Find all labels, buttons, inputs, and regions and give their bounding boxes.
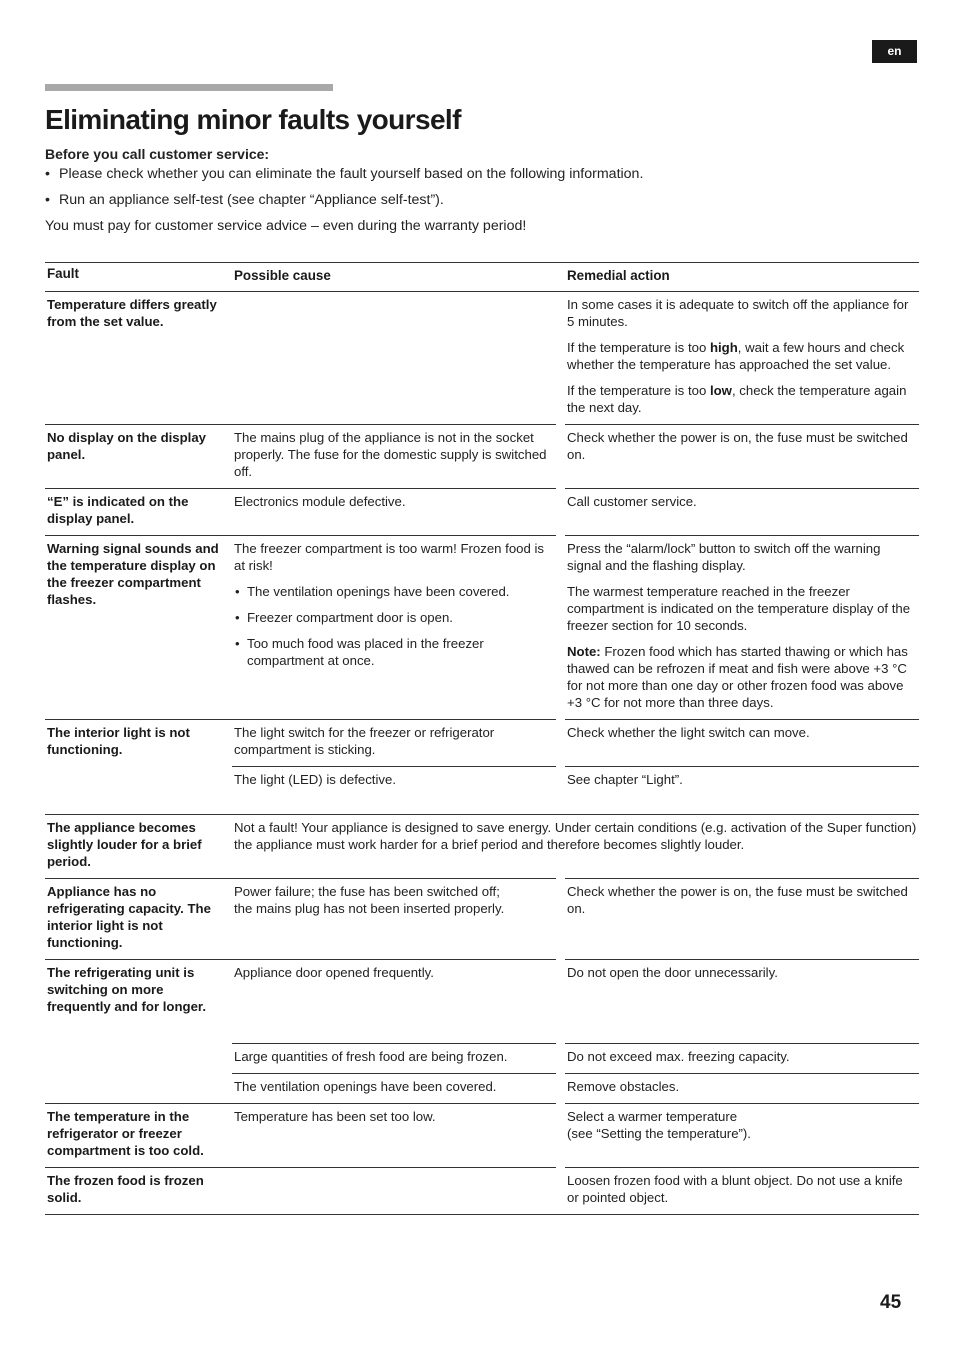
remedy-cell: Check whether the power is on, the fuse must be switched on. [565,425,919,489]
fault-cell: The frozen food is frozen solid. [45,1168,223,1215]
note-cell: Not a fault! Your appliance is designed to save energy. Under certain conditions (e.g. activation of the Super function) the appliance must work harder for a brief period and therefore becomes slightly louder. [232,815,919,879]
cause-cell: The light (LED) is defective. [232,767,556,815]
cause-cell: The ventilation openings have been covered. [232,1074,556,1104]
remedy-cell: Select a warmer temperature (see “Setting the temperature”). [565,1104,919,1168]
remedy-cell: Press the “alarm/lock” button to switch off the warning signal and the flashing display. The warmest temperature reached in the freezer compartment is indicated on the temperature display of the freezer section for 10 seconds. Note: Frozen food which has started thawing or which has thawed can be refrozen if meat and fish were above +3 °C for not more than one day or other frozen food was above +3 °C for not more than three days. [565,536,919,720]
cause-cell: Large quantities of fresh food are being frozen. [232,1044,556,1074]
cause-cell: The freezer compartment is too warm! Frozen food is at risk! • The ventilation openings have been covered. • Freezer compartment door is open. • Too much food was placed in the freezer compartment at once. [232,536,556,720]
language-badge: en [872,40,917,63]
page-number: 45 [880,1292,902,1313]
table-row [45,960,919,1044]
table-row [45,292,919,425]
remedy-cell: See chapter “Light”. [565,767,919,815]
cause-cell: Temperature has been set too low. [232,1104,556,1168]
warranty-note: You must pay for customer service advice – even during the warranty period! [45,218,527,234]
faults-table [45,262,919,1215]
cause-cell [232,292,556,425]
fault-cell: Warning signal sounds and the temperature display on the freezer compartment flashes. [45,536,223,720]
section-rule [45,84,333,91]
fault-cell: The appliance becomes slightly louder for a brief period. [45,815,223,879]
fault-cell: Appliance has no refrigerating capacity. The interior light is not functioning. [45,879,223,960]
page-title: Eliminating minor faults yourself [45,104,461,135]
table-row [45,720,919,767]
table-row [45,536,919,720]
remedy-cell: Check whether the power is on, the fuse must be switched on. [565,879,919,960]
table-row [45,489,919,536]
intro-section [45,146,915,235]
remedy-cell: Check whether the light switch can move. [565,720,919,767]
intro-bullet: • Please check whether you can eliminate the fault yourself based on the following information. [45,165,915,183]
cause-cell: Electronics module defective. [232,489,556,536]
fault-cell: The refrigerating unit is switching on more frequently and for longer. [45,960,223,1104]
header-cause: Possible cause [232,263,556,292]
cause-cell: The mains plug of the appliance is not in the socket properly. The fuse for the domestic supply is switched off. [232,425,556,489]
intro-heading: Before you call customer service: [45,146,270,162]
cause-cell [232,1168,556,1215]
remedy-cell: In some cases it is adequate to switch off the appliance for 5 minutes. If the temperature is too high, wait a few hours and check whether the temperature has approached the set value. If the temperature is too low, check the temperature again the next day. [565,292,919,425]
table-row [45,425,919,489]
table-row [45,1104,919,1168]
table-row [45,815,919,879]
cause-bullet: • The ventilation openings have been covered. [234,583,554,600]
header-remedy: Remedial action [565,263,919,292]
header-fault: Fault [45,263,223,292]
cause-bullet: • Too much food was placed in the freezer compartment at once. [234,635,554,669]
intro-bullet: • Run an appliance self-test (see chapter “Appliance self-test”). [45,191,915,209]
cause-bullet: • Freezer compartment door is open. [234,609,554,626]
fault-cell: The interior light is not functioning. [45,720,223,815]
fault-cell: “E” is indicated on the display panel. [45,489,223,536]
remedy-cell: Remove obstacles. [565,1074,919,1104]
cause-cell: The light switch for the freezer or refrigerator compartment is sticking. [232,720,556,767]
intro-list [45,165,915,209]
remedy-cell: Do not open the door unnecessarily. [565,960,919,1044]
fault-cell: No display on the display panel. [45,425,223,489]
table-header-row [45,263,919,292]
cause-cell: Power failure; the fuse has been switched off; the mains plug has not been inserted properly. [232,879,556,960]
fault-cell: The temperature in the refrigerator or freezer compartment is too cold. [45,1104,223,1168]
table-row [45,1168,919,1215]
fault-cell: Temperature differs greatly from the set value. [45,292,223,425]
remedy-cell: Call customer service. [565,489,919,536]
remedy-cell: Loosen frozen food with a blunt object. Do not use a knife or pointed object. [565,1168,919,1215]
remedy-cell: Do not exceed max. freezing capacity. [565,1044,919,1074]
cause-cell: Appliance door opened frequently. [232,960,556,1044]
table-row [45,879,919,960]
